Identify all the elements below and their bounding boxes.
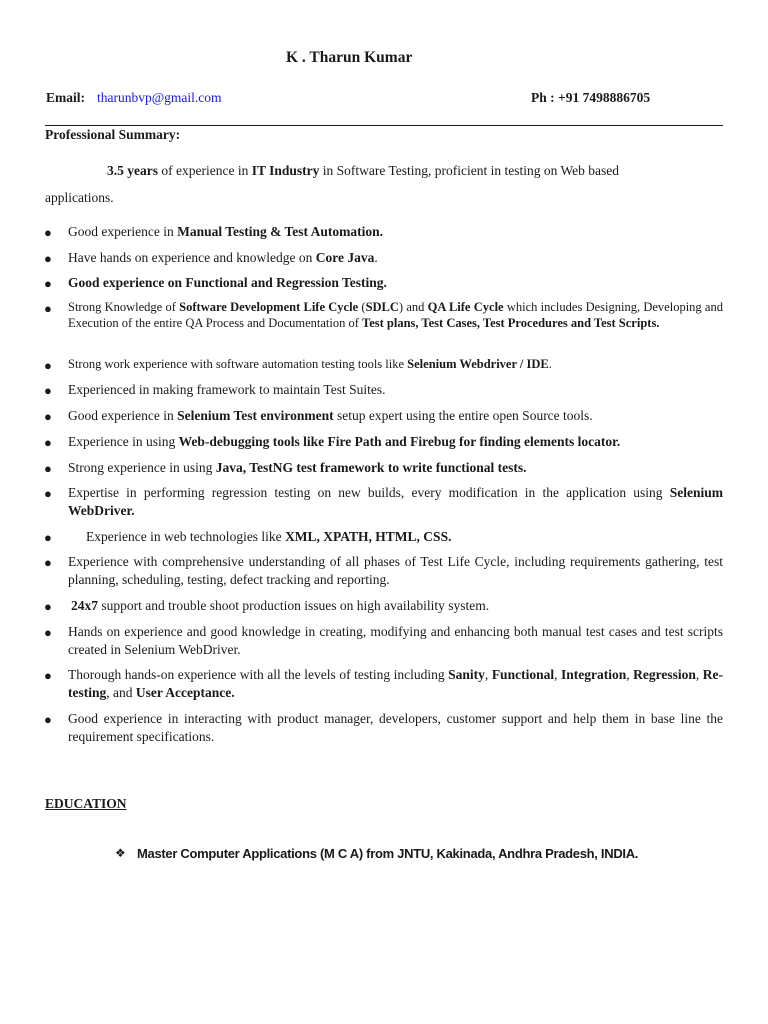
phone-number: Ph : +91 7498886705 [531, 90, 651, 105]
summary-heading: Professional Summary: [45, 127, 181, 142]
bullet-dot-icon: ● [44, 555, 52, 570]
bullet-dot-icon: ● [44, 486, 52, 501]
email-label: Email: [46, 90, 85, 105]
bullet-dot-icon: ● [44, 276, 52, 291]
summary-intro-line1: 3.5 years of experience in IT Industry in Software Testing, proficient in testing on Web based [107, 163, 620, 178]
diamond-bullet-icon: ❖ [115, 846, 126, 860]
bullet-dot-icon: ● [44, 461, 52, 476]
header-divider [45, 125, 723, 126]
list-item: Thorough hands-on experience with all the levels of testing including Sanity, Functional, Integration, Regression, Re-testing, and User Acceptance. [68, 667, 724, 700]
bullet-dot-icon: ● [44, 251, 52, 266]
list-item: Strong Knowledge of Software Development Life Cycle (SDLC) and QA Life Cycle which includes Designing, Developing and Execution of the entire QA Process and Documentation of Test plans, Test Cases, Test Procedures and Test Scripts. [68, 300, 723, 330]
bullet-dot-icon: ● [44, 625, 52, 640]
education-heading: EDUCATION [45, 796, 127, 811]
bullet-dot-icon: ● [44, 712, 52, 727]
bullet-dot-icon: ● [44, 599, 52, 614]
email-link[interactable]: tharunbvp@gmail.com [97, 90, 222, 105]
list-item: Have hands on experience and knowledge on Core Java. [68, 250, 378, 265]
list-item: Experience in web technologies like XML, XPATH, HTML, CSS. [86, 529, 452, 544]
list-item: Good experience on Functional and Regression Testing. [68, 275, 387, 290]
list-item: Strong experience in using Java, TestNG test framework to write functional tests. [68, 460, 527, 475]
education-item: Master Computer Applications (M C A) from JNTU, Kakinada, Andhra Pradesh, INDIA. [137, 846, 639, 861]
bullet-dot-icon: ● [44, 530, 52, 545]
list-item: Strong work experience with software automation testing tools like Selenium Webdriver / IDE. [68, 357, 552, 371]
list-item: Good experience in Manual Testing & Test Automation. [68, 224, 384, 239]
list-item: Expertise in performing regression testing on new builds, every modification in the application using Selenium WebDriver. [68, 485, 723, 518]
list-item: Experience with comprehensive understanding of all phases of Test Life Cycle, including requirements gathering, test planning, scheduling, testing, defect tracking and reporting. [68, 554, 723, 587]
list-item: Hands on experience and good knowledge in creating, modifying and enhancing both manual test cases and test scripts created in Selenium WebDriver. [68, 624, 723, 657]
list-item: Good experience in Selenium Test environment setup expert using the entire open Source tools. [68, 408, 593, 423]
list-item: 24x7 support and trouble shoot production issues on high availability system. [71, 598, 490, 613]
list-item: Good experience in interacting with product manager, developers, customer support and help them in base line the requirement specifications. [68, 711, 723, 744]
bullet-dot-icon: ● [44, 409, 52, 424]
candidate-name: K . Tharun Kumar [286, 49, 413, 66]
list-item: Experienced in making framework to maintain Test Suites. [68, 382, 386, 397]
bullet-dot-icon: ● [44, 225, 52, 240]
list-item: Experience in using Web-debugging tools like Fire Path and Firebug for finding elements locator. [68, 434, 621, 449]
bullet-dot-icon: ● [44, 383, 52, 398]
bullet-dot-icon: ● [44, 668, 52, 683]
summary-intro-line2: applications. [45, 190, 114, 205]
bullet-dot-icon: ● [44, 435, 52, 450]
bullet-dot-icon: ● [44, 358, 52, 373]
bullet-dot-icon: ● [44, 301, 52, 316]
